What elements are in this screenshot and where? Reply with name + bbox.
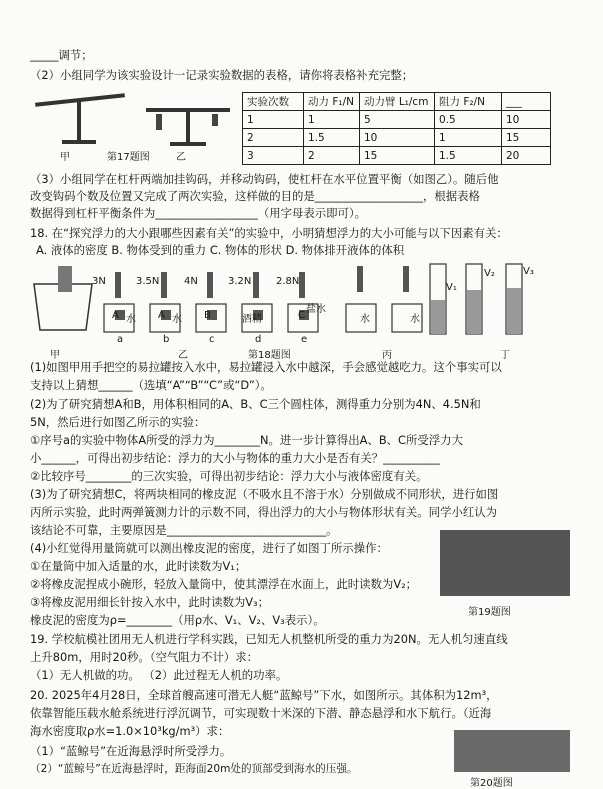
force-label: 2.8N — [276, 276, 300, 287]
caption: 第17题图 — [107, 152, 150, 163]
table-header-cell: 动力臂 L₁/cm — [360, 93, 435, 111]
object-label: B — [204, 310, 211, 321]
text-line: (3)为了研究猜想C，将两块相同的橡皮泥（不吸水且不溶于水）分别做成不同形状，进行如图 — [30, 487, 499, 501]
drone-photo — [440, 530, 570, 596]
table-row — [243, 93, 551, 111]
liquid-label: 水 — [360, 314, 370, 325]
object-label: C — [298, 310, 305, 321]
caption: e — [301, 334, 308, 345]
text-line: 5N，然后进行如图乙所示的实验： — [30, 415, 206, 429]
table-cell: 15 — [502, 129, 551, 147]
text-line: 依靠智能压载水舱系统进行浮沉调节，可实现数十米深的下潜、静态悬浮和水下航行。（近海 — [30, 706, 492, 720]
caption: 甲 — [60, 152, 70, 163]
liquid-label: 酒精 — [242, 314, 262, 325]
table-row — [243, 147, 551, 165]
text-line: ①在量筒中加入适量的水，此时读数为V₁； — [30, 559, 247, 573]
force-label: 3.2N — [228, 276, 252, 287]
boat-photo — [454, 730, 570, 772]
caption: 第19题图 — [468, 607, 511, 618]
caption: 乙 — [176, 152, 186, 163]
text-line: 小______，可得出初步结论：浮力的大小与物体的重力大小是否有关？__________ — [30, 451, 441, 465]
text-line: （2）“蓝鲸号”在近海悬浮时，距海面20m处的顶部受到海水的压强。 — [30, 763, 358, 775]
text-line: ①序号a的实验中物体A所受的浮力为________N。进一步计算得出A、B、C所受浮力大 — [30, 433, 463, 447]
table-header-cell: 实验次数 — [243, 93, 304, 111]
data-table — [242, 92, 551, 165]
table-cell: 1 — [243, 111, 304, 129]
text-line: （1）无人机做的功。 （2）此过程无人机的功率。 — [30, 668, 288, 682]
text-line: A. 液体的密度 B. 物体受到的重力 C. 物体的形状 D. 物体排开液体的体积 — [36, 243, 405, 257]
liquid-label: 盐水 — [306, 304, 326, 315]
table-cell: 3 — [243, 147, 304, 165]
table-cell: 1.5 — [435, 147, 502, 165]
force-label: 3N — [92, 276, 106, 287]
object-label: A — [112, 310, 119, 321]
caption: 丁 — [500, 350, 510, 361]
text-line: 丙所示实验，此时两弹簧测力计的示数不同，得出浮力的大小与物体形状有关。同学小红认为 — [30, 505, 498, 519]
text-line: ③将橡皮泥用细长针按入水中，此时读数为V₃； — [30, 595, 269, 609]
table-header-cell: 动力 F₁/N — [304, 93, 360, 111]
force-label: 3.5N — [136, 276, 160, 287]
liquid-label: 水 — [172, 314, 182, 325]
table-cell: 1 — [435, 129, 502, 147]
text-line: ②比较序号________的三次实验，可得出初步结论：浮力大小与液体密度有关。 — [30, 469, 428, 483]
text-line: _____调节； — [30, 48, 93, 62]
table-header-cell: 阻力 F₂/N — [435, 93, 502, 111]
text-line: ②将橡皮泥捏成小碗形，轻放入量筒中，使其漂浮在水面上，此时读数为V₂； — [30, 577, 418, 591]
table-cell: 20 — [502, 147, 551, 165]
caption: 丙 — [382, 350, 392, 361]
caption: 第20题图 — [470, 778, 513, 789]
table-header-cell: ___ — [502, 93, 551, 111]
volume-label: V₁ — [446, 282, 457, 293]
text-line: （1）“蓝鲸号”在近海悬浮时所受浮力。 — [30, 744, 232, 758]
volume-label: V₂ — [484, 268, 495, 279]
text-line: 该结论不可靠，主要原因是____________________________。 — [30, 523, 338, 537]
text-line: 支持以上猜想______（选填“A”“B”“C”或“D”）。 — [30, 378, 272, 392]
text-line: (4)小红觉得用量筒就可以测出橡皮泥的密度，进行了如图丁所示操作： — [30, 541, 388, 555]
text-line: 18. 在“探究浮力的大小跟哪些因素有关”的实验中，小明猜想浮力的大小可能与以下因素有关： — [30, 226, 508, 240]
text-line: 20. 2025年4月28日，全球首艘高速可潜无人艇“蓝鲸号”下水，如图所示。其体积为12m³， — [30, 688, 498, 702]
table-cell: 0.5 — [435, 111, 502, 129]
table-row — [243, 111, 551, 129]
table-cell: 10 — [502, 111, 551, 129]
text-line: (1)如图甲用手把空的易拉罐按入水中，易拉罐浸入水中越深，手会感觉越吃力。这个事实可以 — [30, 360, 502, 374]
volume-label: V₃ — [523, 266, 534, 277]
caption: 乙 — [178, 350, 188, 361]
table-row — [243, 129, 551, 147]
text-line: 海水密度取ρ水=1.0×10³kg/m³）求： — [30, 724, 230, 738]
text-line: 上升80m，用时20秒。（空气阻力不计）求： — [30, 650, 259, 664]
caption: a — [117, 334, 124, 345]
text-line: (2)为了研究猜想A和B，用体积相同的A、B、C三个圆柱体，测得重力分别为4N、4.5N和 — [30, 397, 481, 411]
force-label: 4N — [184, 276, 198, 287]
text-line: （2）小组同学为该实验设计一记录实验数据的表格，请你将表格补充完整； — [30, 68, 414, 82]
table-cell: 15 — [360, 147, 435, 165]
table-cell: 5 — [360, 111, 435, 129]
caption: c — [209, 334, 215, 345]
table-cell: 10 — [360, 129, 435, 147]
text-line: （3）小组同学在杠杆两端加挂钩码，并移动钩码，使杠杆在水平位置平衡（如图乙）。随后他 — [30, 172, 499, 186]
liquid-label: 水 — [126, 314, 136, 325]
caption: b — [163, 334, 170, 345]
object-label: A — [158, 310, 165, 321]
table-cell: 2 — [243, 129, 304, 147]
text-line: 橡皮泥的密度为ρ=________（用ρ水、V₁、V₂、V₃表示）。 — [30, 613, 325, 627]
table-cell: 1.5 — [304, 129, 360, 147]
text-line: 数据得到杠杆平衡条件为__________________（用字母表示即可）。 — [30, 206, 367, 220]
text-line: 改变钩码个数及位置又完成了两次实验，这样做的目的是___________________，根据表格 — [30, 189, 480, 203]
caption: 甲 — [50, 350, 60, 361]
table-cell: 2 — [304, 147, 360, 165]
liquid-label: 水 — [410, 314, 420, 325]
caption: 第18题图 — [248, 350, 291, 361]
text-line: 19. 学校航模社团用无人机进行学科实践，已知无人机整机所受的重力为20N。无人机匀速直线 — [30, 632, 508, 646]
caption: d — [255, 334, 262, 345]
table-cell: 1 — [304, 111, 360, 129]
